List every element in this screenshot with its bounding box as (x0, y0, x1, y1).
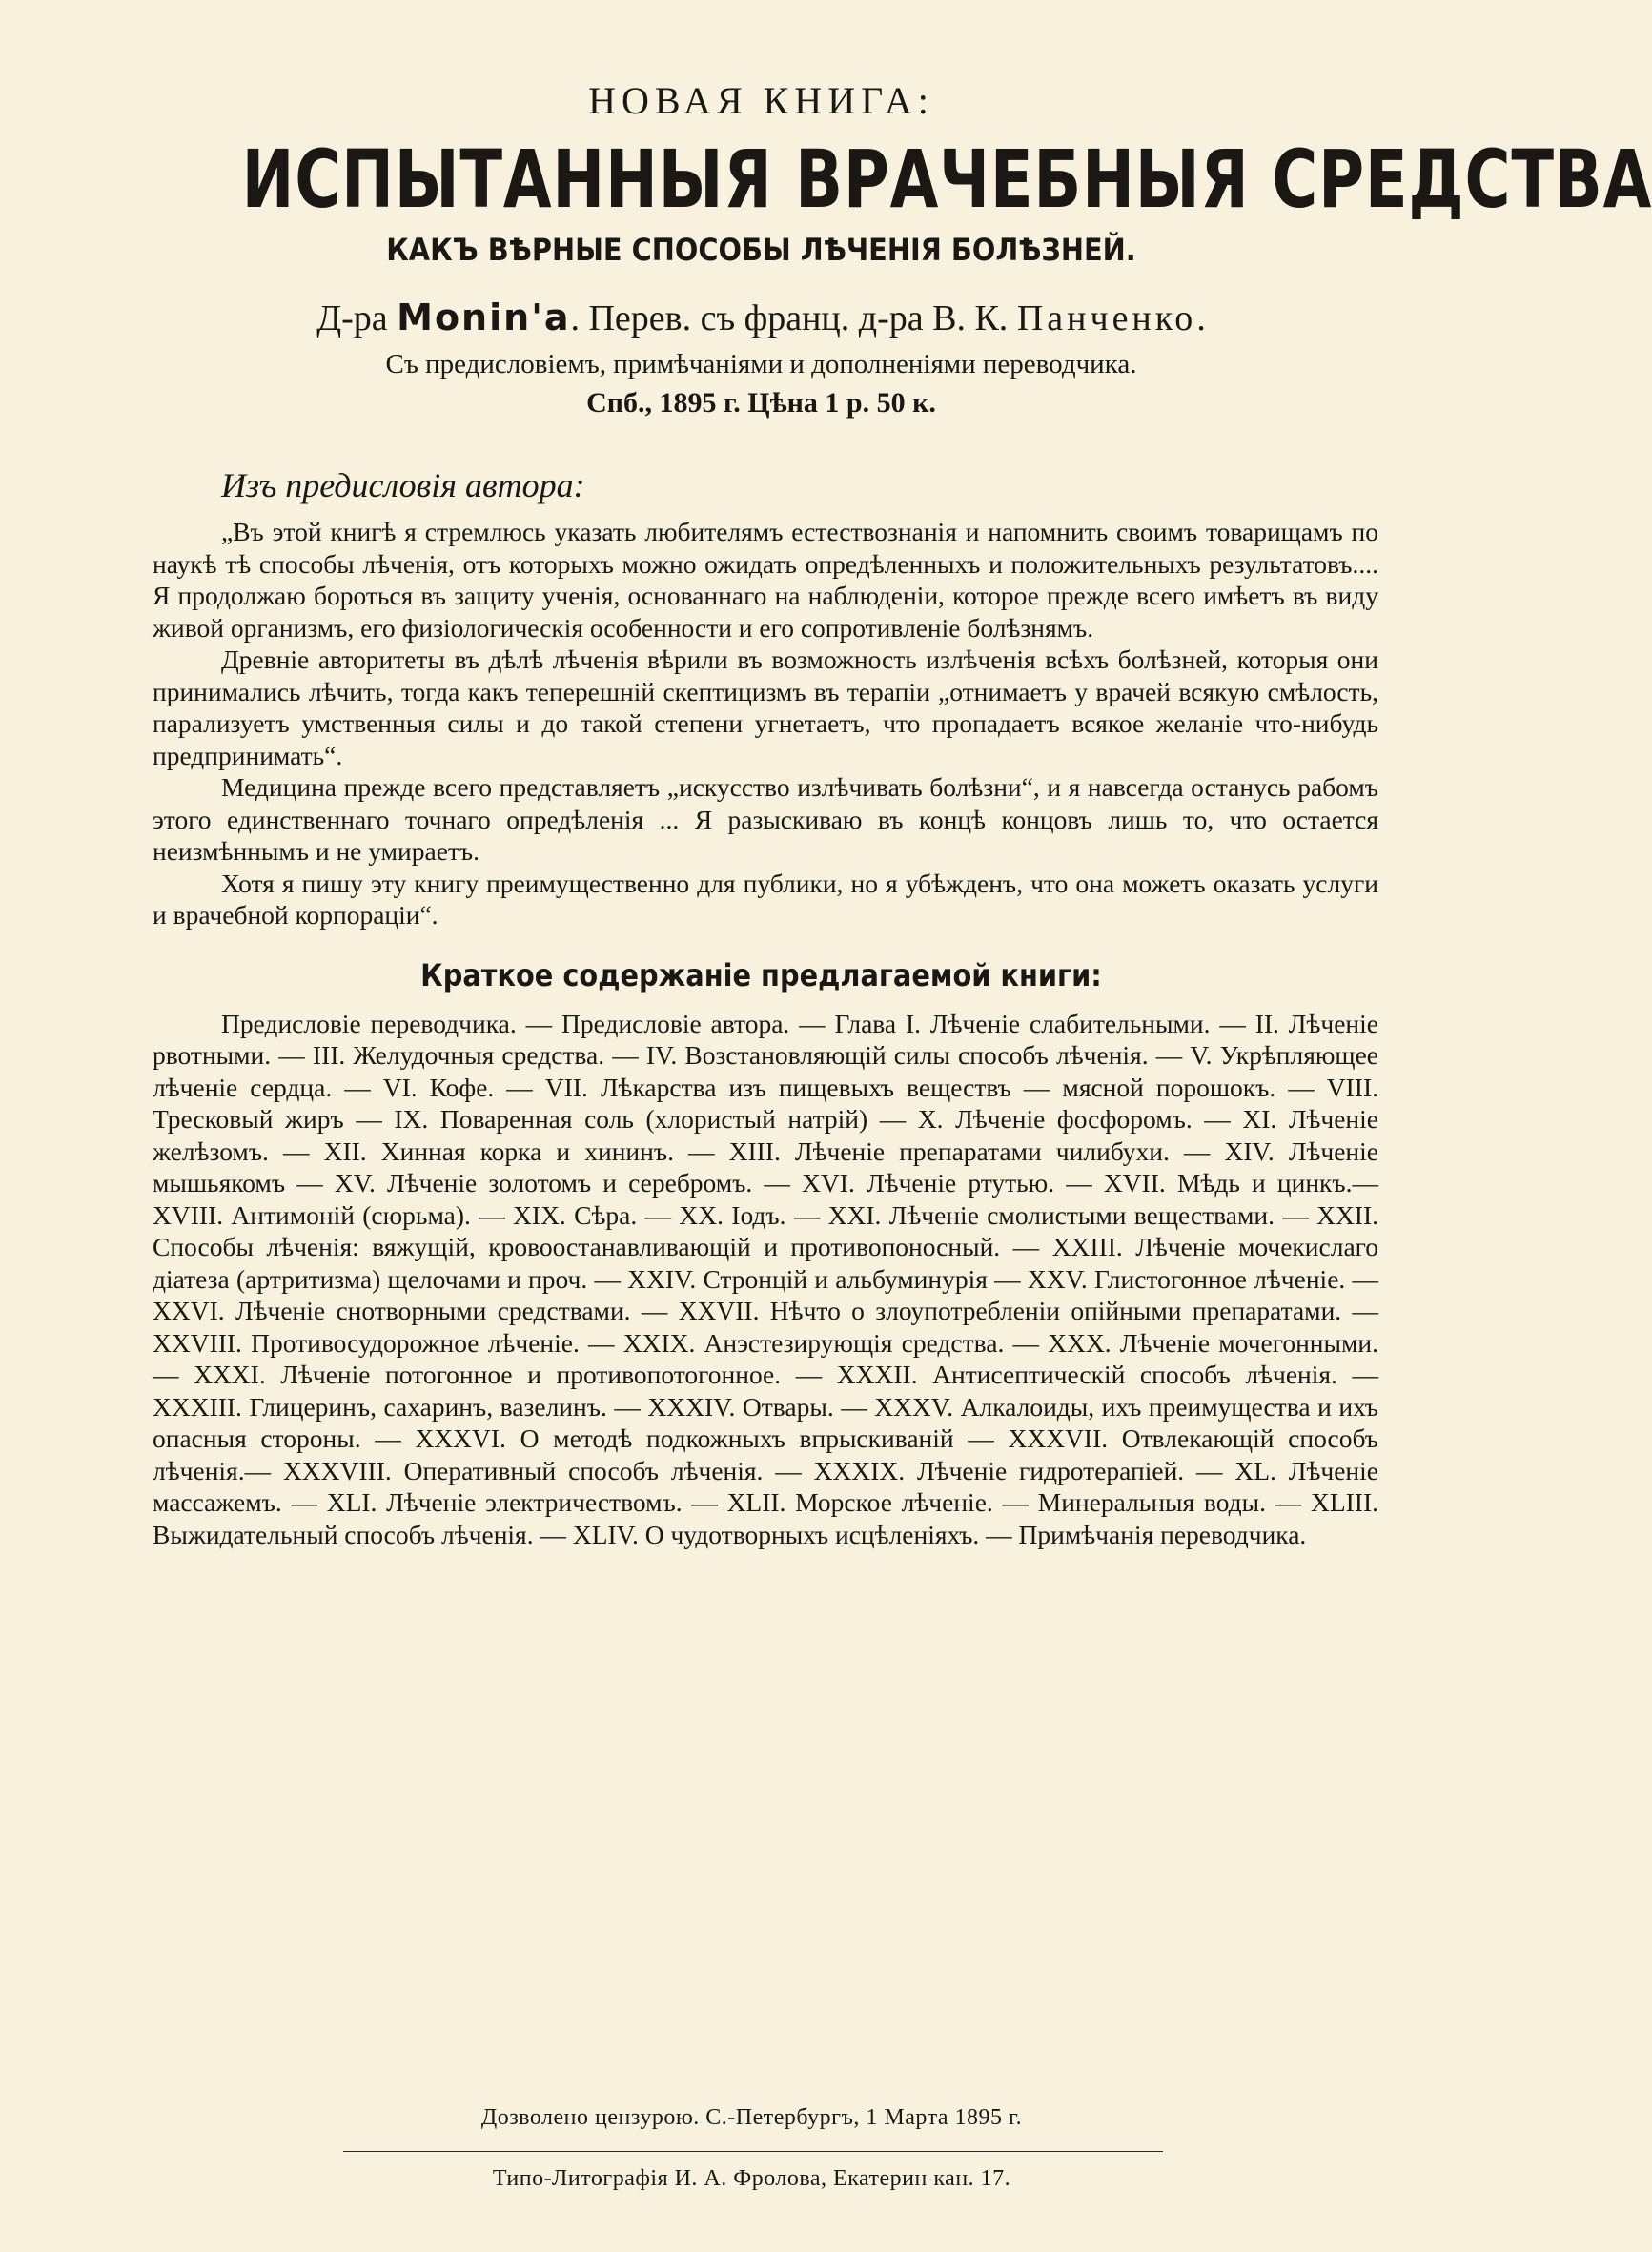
preface-paragraph: „Въ этой книгѣ я стремлюсь указать любителямъ естествознанія и напомнить своимъ товарищамъ по наукѣ тѣ способы лѣченія, отъ которыхъ можно ожидать опредѣленныхъ и положительныхъ результатовъ.... Я продолжаю бороться въ защиту ученія, основаннаго на наблюденіи, которое прежде всего имѣетъ въ виду живой организмъ, его физіологическія особенности и его сопротивленіе болѣзнямъ. (153, 517, 1378, 643)
new-book-label: НОВАЯ КНИГА: (588, 79, 934, 122)
book-title: ИСПЫТАННЫЯ ВРАЧЕБНЫЯ СРЕДСТВА (241, 133, 1652, 226)
contents-heading: Краткое содержаніе предлагаемой книги: (420, 956, 1102, 993)
contents-paragraph: Предисловіе переводчика. — Предисловіе автора. — Глава I. Лѣченіе слабительными. — II. Лѣченіе рвотными. — III. Желудочныя средства. — IV. Возстановляющій силы способъ лѣченія. — V. Укрѣпляющее лѣченіе сердца. — VI. Кофе. — VII. Лѣкарства изъ пищевыхъ веществъ — мясной порошокъ. — VIII. Тресковый жиръ — IX. Поваренная соль (хлористый натрій) — X. Лѣченіе фосфоромъ. — XI. Лѣченіе желѣзомъ. — XII. Хинная корка и хининъ. — XIII. Лѣченіе препаратами чилибухи. — XIV. Лѣченіе мышьякомъ — XV. Лѣченіе золотомъ и серебромъ. — XVI. Лѣченіе ртутью. — XVII. Мѣдь и цинкъ.— XVIII. Антимоній (сюрьма). — XIX. Сѣра. — XX. Іодъ. — XXI. Лѣченіе смолистыми веществами. — XXII. Способы лѣченія: вяжущій, кровоостанавливающій и противопоносный. — XXIII. Лѣченіе мочекислаго діатеза (артритизма) щелочами и проч. — XXIV. Стронцій и альбуминурія — XXV. Глистогонное лѣченіе. — XXVI. Лѣченіе снотворными средствами. — XXVII. Нѣчто о злоупотребленіи опійными препаратами. — XXVIII. Противосудорожное лѣченіе. — XXIX. Анэстезирующія средства. — XXX. Лѣченіе мочегонными. — XXXI. Лѣченіе потогонное и противопотогонное. — XXXII. Антисептическій способъ лѣченія. — XXXIII. Глицеринъ, сахаринъ, вазелинъ. — XXXIV. Отвары. — XXXV. Алкалоиды, ихъ преимущества и ихъ опасныя стороны. — XXXVI. О методѣ подкожныхъ впрыскиваній — XXXVII. Отвлекающій способъ лѣченія.— XXXVIII. Оперативный способъ лѣченія. — XXXIX. Лѣченіе гидротерапіей. — XL. Лѣченіе массажемъ. — XLI. Лѣченіе электричествомъ. — XLII. Морское лѣченіе. — Минеральныя воды. — XLIII. Выжидательный способъ лѣченія. — XLIV. О чудотворныхъ исцѣленіяхъ. — Примѣчанія переводчика. (153, 1008, 1378, 1549)
author-suffix: . (1196, 298, 1206, 338)
censorship-note: Дозволено цензурою. С.-Петербургъ, 1 Марта 1895 г. (480, 2105, 1023, 2130)
preface-text (153, 516, 1378, 932)
author-prefix: Д-ра (316, 298, 398, 338)
author-line (153, 296, 1370, 340)
translator-name: Панченко (1016, 298, 1197, 338)
preface-paragraph: Древніе авторитеты въ дѣлѣ лѣченія вѣрили въ возможность излѣченія всѣхъ болѣзней, которыя они принимались лѣчить, тогда какъ теперешній скептицизмъ въ терапіи „отнимаетъ у врачей всякую смѣлость, парализуетъ умственныя силы и до такой степени угнетаетъ, что пропадаетъ всякое желаніе что-нибудь предпринимать“. (153, 645, 1378, 770)
author-mid: . Перев. съ франц. д-ра В. К. (570, 298, 1017, 338)
preface-info: Съ предисловіемъ, примѣчаніями и дополненіями переводчика. (385, 349, 1137, 379)
preface-paragraph: Медицина прежде всего представляетъ „искусство излѣчивать болѣзни“, и я навсегда останусь рабомъ этого единственнаго точнаго опредѣленія ... Я разыскиваю въ концѣ концовъ лишь то, что остается неизмѣннымъ и не умираетъ. (153, 772, 1378, 866)
contents-text (153, 1008, 1378, 1551)
publication-info: Спб., 1895 г. Цѣна 1 р. 50 к. (586, 387, 936, 419)
preface-heading: Изъ предисловія автора: (221, 466, 585, 504)
footer-divider (343, 2151, 1163, 2152)
preface-paragraph: Хотя я пишу эту книгу преимущественно для публики, но я убѣжденъ, что она можетъ оказать услуги и врачебной корпораціи“. (153, 868, 1378, 930)
author-name: Monin'a (397, 297, 571, 338)
book-subtitle: КАКЪ ВѢРНЫЕ СПОСОБЫ ЛѢЧЕНІЯ БОЛѢЗНЕЙ. (386, 232, 1136, 268)
printer-note: Типо-Литографія И. А. Фролова, Екатерин кан. 17. (492, 2166, 1011, 2191)
